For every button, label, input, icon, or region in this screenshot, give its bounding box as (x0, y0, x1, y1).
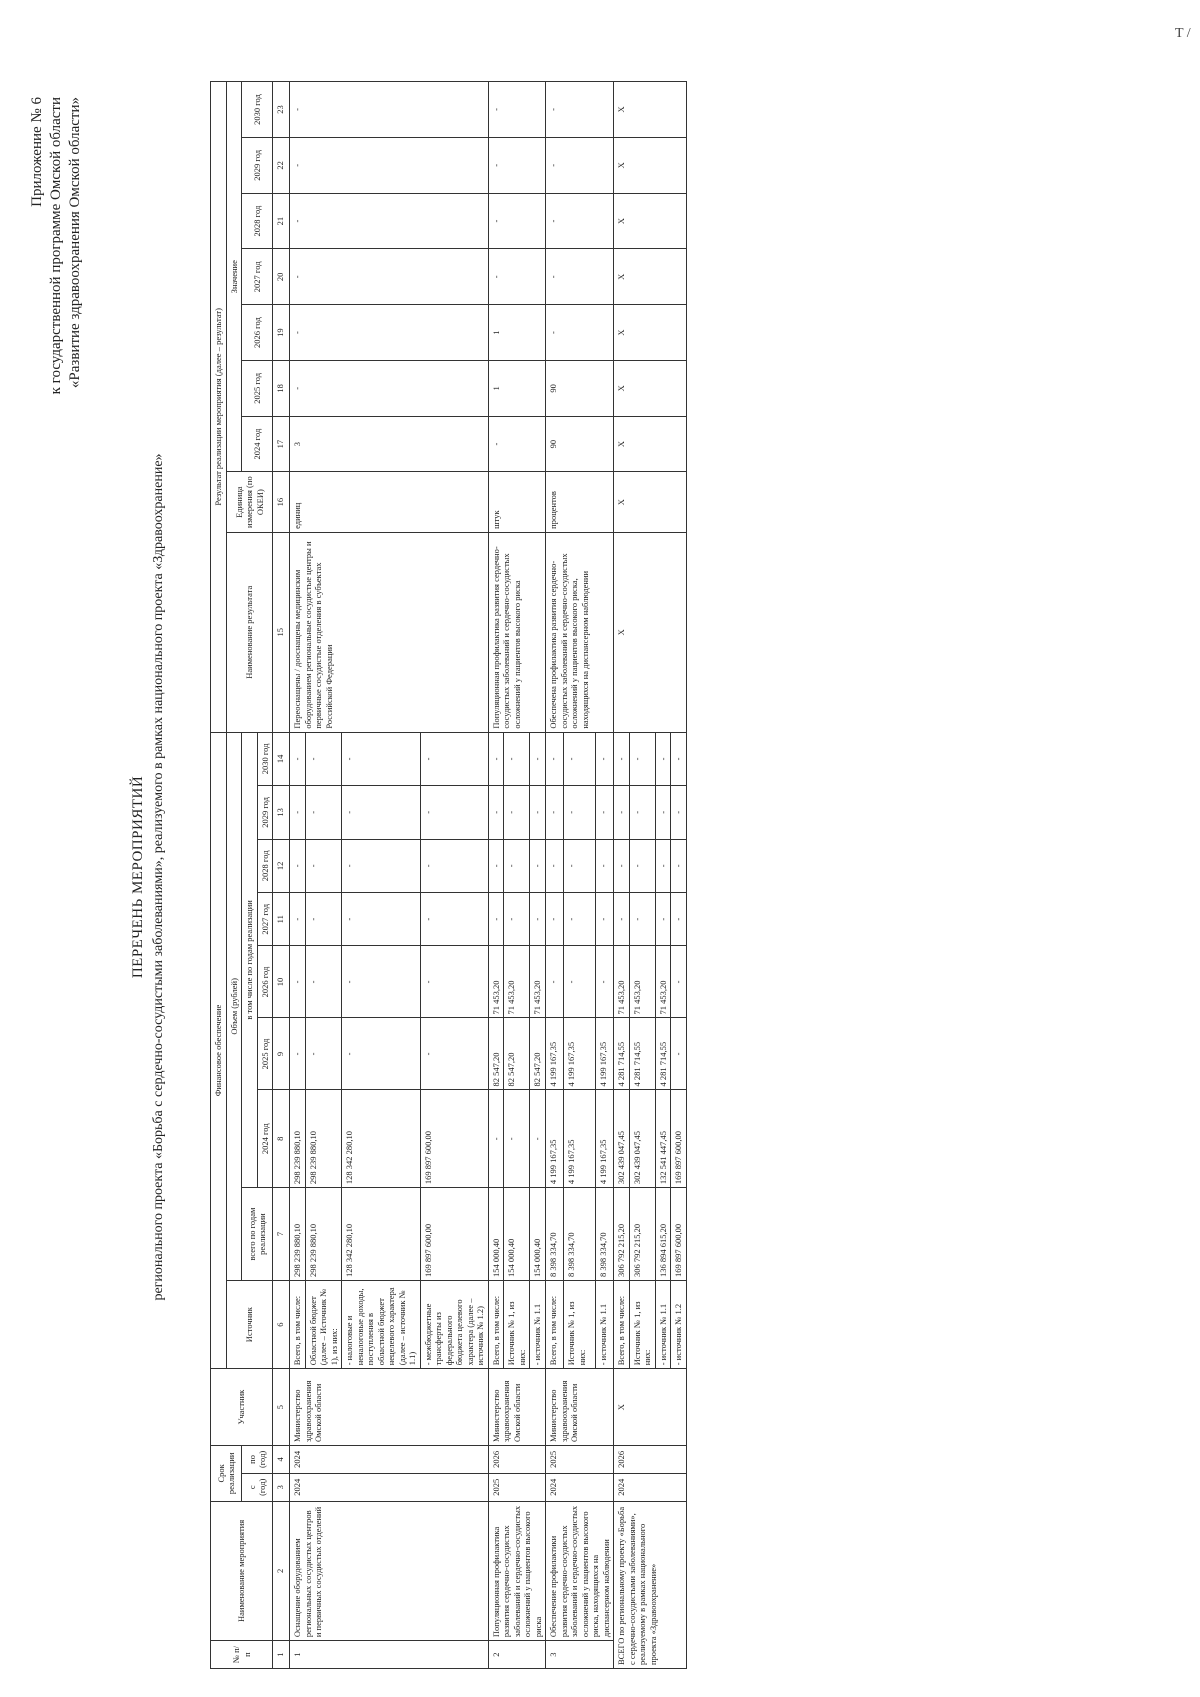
amount-2026: - (671, 946, 687, 1018)
amount-2028: - (420, 839, 488, 892)
header-total: всего по годам реализации (242, 1188, 273, 1281)
total-amount: 136 894 615,20 (655, 1188, 671, 1281)
value-2024: - (488, 416, 546, 472)
amount-2025: 82 547,20 (504, 1018, 530, 1090)
appendix-header (28, 97, 85, 394)
total-amount: 169 897 600,00 (671, 1188, 687, 1281)
value-2028: - (488, 193, 546, 249)
amount-2025: 4 281 714,55 (614, 1018, 630, 1090)
amount-2025: - (305, 1018, 342, 1090)
amount-2030: - (655, 732, 671, 785)
amount-2028: - (595, 839, 614, 892)
amount-2026: 71 453,20 (629, 946, 655, 1018)
value-2030: - (546, 82, 614, 138)
amount-2028: - (564, 839, 595, 892)
header-value-2025: 2025 год (242, 360, 273, 416)
result-name: Обеспечена профилактика развития сердечно-сосудистых заболеваний и сердечно-сосудистых осложнений у пациентов высокого риска, находящихся на диспансерном наблюдении (546, 532, 614, 732)
total-amount: 306 792 215,20 (614, 1188, 630, 1281)
total-amount: 154 000,40 (504, 1188, 530, 1281)
value-2026: 1 (488, 305, 546, 361)
amount-2026: 71 453,20 (488, 946, 504, 1018)
amount-2024: 169 897 600,00 (420, 1090, 488, 1188)
header-value-2030: 2030 год (242, 82, 273, 138)
source: Всего, в том числе: (488, 1281, 504, 1369)
term-to: 2025 (546, 1445, 614, 1473)
amount-2029: - (564, 786, 595, 839)
header-source: Источник (226, 1281, 273, 1369)
amount-2030: - (488, 732, 504, 785)
amount-2029: - (504, 786, 530, 839)
amount-2030: - (546, 732, 564, 785)
document-titles (130, 57, 167, 1697)
unit: процентов (546, 472, 614, 532)
column-number: 4 (273, 1445, 290, 1473)
total-amount: 154 000,40 (488, 1188, 504, 1281)
value-2030: X (614, 82, 687, 138)
amount-2027: - (671, 893, 687, 946)
amount-2027: - (488, 893, 504, 946)
table-row (290, 82, 306, 1669)
value-2025: - (290, 360, 489, 416)
measure-name: Оснащение оборудованием региональных сосудистых центров и первичных сосудистых отделений (290, 1501, 489, 1640)
total-label: ВСЕГО по региональному проекту «Борьба с сердечно-сосудистыми заболеваниями», реализуемому в рамках национального проекта «Здравоохранение» (614, 1501, 687, 1668)
total-amount: 128 342 280,10 (342, 1188, 421, 1281)
amount-2030: - (614, 732, 630, 785)
amount-2029: - (655, 786, 671, 839)
amount-2026: - (595, 946, 614, 1018)
measure-number: 3 (546, 1641, 614, 1669)
amount-2029: - (595, 786, 614, 839)
value-2027: - (488, 249, 546, 305)
term-from: 2024 (546, 1473, 614, 1501)
source: Источник № 1, из них: (504, 1281, 530, 1369)
total-amount: 8 398 334,70 (546, 1188, 564, 1281)
amount-2024: 298 239 880,10 (305, 1090, 342, 1188)
value-2025: 1 (488, 360, 546, 416)
header-by-years: в том числе по годам реализации (242, 732, 258, 1187)
header-volume: Объем (рублей) (226, 732, 242, 1280)
table-row (546, 82, 564, 1669)
total-amount: 8 398 334,70 (564, 1188, 595, 1281)
amount-2024: - (488, 1090, 504, 1188)
value-2026: - (290, 305, 489, 361)
amount-2029: - (671, 786, 687, 839)
amount-2028: - (504, 839, 530, 892)
amount-2024: - (504, 1090, 530, 1188)
term-to: 2026 (614, 1445, 687, 1473)
source: Всего, в том числе: (546, 1281, 564, 1369)
header-fin-2024: 2024 год (257, 1090, 273, 1188)
amount-2028: - (488, 839, 504, 892)
measure-name: Популяционная профилактика развития сердечно-сосудистых заболеваний и сердечно-сосудистых осложнений у пациентов высокого риска (488, 1501, 546, 1640)
page-mark: T / (1175, 26, 1191, 41)
amount-2027: - (504, 893, 530, 946)
amount-2028: - (305, 839, 342, 892)
amount-2024: 302 439 047,45 (614, 1090, 630, 1188)
amount-2024: 4 199 167,35 (546, 1090, 564, 1188)
amount-2026: 71 453,20 (530, 946, 546, 1018)
header-fin-2025: 2025 год (257, 1018, 273, 1090)
amount-2027: - (614, 893, 630, 946)
table-row (488, 82, 504, 1669)
amount-2026: - (564, 946, 595, 1018)
result-name: Переоснащены / дооснащены медицинским оборудованием региональные сосудистые центры и первичные сосудистые отделения в субъектах Российской Федерации (290, 532, 489, 732)
amount-2025: 4 199 167,35 (546, 1018, 564, 1090)
value-2027: - (546, 249, 614, 305)
header-fin-2028: 2028 год (257, 839, 273, 892)
value-2028: X (614, 193, 687, 249)
amount-2026: - (342, 946, 421, 1018)
value-2030: - (290, 82, 489, 138)
column-number: 17 (273, 416, 290, 472)
header-result-name: Наименование результата (226, 532, 273, 732)
column-number: 2 (273, 1501, 290, 1640)
amount-2027: - (530, 893, 546, 946)
amount-2027: - (564, 893, 595, 946)
result-name: X (614, 532, 687, 732)
amount-2029: - (488, 786, 504, 839)
total-amount: 306 792 215,20 (629, 1188, 655, 1281)
header-fin-2030: 2030 год (257, 732, 273, 785)
appendix-program: к государственной программе Омской области (48, 97, 64, 395)
header-value-2029: 2029 год (242, 137, 273, 193)
amount-2029: - (629, 786, 655, 839)
source: - налоговые и неналоговые доходы, поступления в областной бюджет нецелевого характера (далее – источник № 1.1) (342, 1281, 421, 1369)
amount-2029: - (530, 786, 546, 839)
amount-2025: - (420, 1018, 488, 1090)
source: - источник № 1.1 (530, 1281, 546, 1369)
column-number: 22 (273, 137, 290, 193)
column-number: 6 (273, 1281, 290, 1369)
amount-2024: 132 541 447,45 (655, 1090, 671, 1188)
amount-2029: - (420, 786, 488, 839)
amount-2030: - (290, 732, 306, 785)
column-number: 7 (273, 1188, 290, 1281)
total-amount: 298 239 880,10 (305, 1188, 342, 1281)
measure-number: 1 (290, 1641, 489, 1669)
amount-2028: - (629, 839, 655, 892)
measure-number: 2 (488, 1641, 546, 1669)
participant: Министерство здравоохранения Омской области (546, 1369, 614, 1446)
amount-2025: 82 547,20 (488, 1018, 504, 1090)
amount-2028: - (671, 839, 687, 892)
amount-2028: - (342, 839, 421, 892)
amount-2030: - (342, 732, 421, 785)
total-amount: 8 398 334,70 (595, 1188, 614, 1281)
column-number: 9 (273, 1018, 290, 1090)
value-2027: - (290, 249, 489, 305)
value-2027: X (614, 249, 687, 305)
amount-2026: - (305, 946, 342, 1018)
amount-2028: - (614, 839, 630, 892)
value-2028: - (546, 193, 614, 249)
source: - источник № 1.1 (655, 1281, 671, 1369)
amount-2029: - (342, 786, 421, 839)
amount-2024: 4 199 167,35 (595, 1090, 614, 1188)
amount-2029: - (546, 786, 564, 839)
header-unit: Единица измерения (по ОКЕИ) (226, 472, 273, 532)
amount-2026: - (290, 946, 306, 1018)
value-2025: 90 (546, 360, 614, 416)
source: Источник № 1, из них: (564, 1281, 595, 1369)
rotated-landscape-page (0, 57, 1160, 1697)
column-number: 3 (273, 1473, 290, 1501)
term-from: 2024 (290, 1473, 489, 1501)
column-number: 10 (273, 946, 290, 1018)
value-2028: - (290, 193, 489, 249)
header-term: Срок реализации (211, 1445, 242, 1501)
amount-2025: 4 281 714,55 (629, 1018, 655, 1090)
column-number: 5 (273, 1369, 290, 1446)
amount-2027: - (595, 893, 614, 946)
amount-2030: - (504, 732, 530, 785)
header-from: с (год) (242, 1473, 273, 1501)
column-number: 15 (273, 532, 290, 732)
source: Всего, в том числе: (614, 1281, 630, 1369)
column-number: 19 (273, 305, 290, 361)
column-number: 14 (273, 732, 290, 785)
value-2026: - (546, 305, 614, 361)
term-from: 2024 (614, 1473, 687, 1501)
amount-2028: - (290, 839, 306, 892)
amount-2025: 4 281 714,55 (655, 1018, 671, 1090)
amount-2024: 128 342 280,10 (342, 1090, 421, 1188)
header-name: Наименование мероприятия (211, 1501, 273, 1640)
amount-2026: - (420, 946, 488, 1018)
measure-name: Обеспечение профилактики развития сердечно-сосудистых заболеваний и сердечно-сосудистых осложнений у пациентов высокого риска, находящихся на диспансерном наблюдении (546, 1501, 614, 1640)
amount-2027: - (655, 893, 671, 946)
amount-2025: - (671, 1018, 687, 1090)
unit: штук (488, 472, 546, 532)
value-2025: X (614, 360, 687, 416)
value-2029: - (488, 137, 546, 193)
amount-2026: - (546, 946, 564, 1018)
document-subtitle: регионального проекта «Борьба с сердечно-сосудистыми заболеваниями», реализуемого в рамках национального проекта «Здравоохранение» (151, 453, 166, 1301)
header-value-2028: 2028 год (242, 193, 273, 249)
amount-2027: - (420, 893, 488, 946)
term-to: 2026 (488, 1445, 546, 1473)
measures-table (210, 81, 687, 1669)
column-number: 23 (273, 82, 290, 138)
header-fin-2026: 2026 год (257, 946, 273, 1018)
column-number: 8 (273, 1090, 290, 1188)
header-finance: Финансовое обеспечение (211, 732, 227, 1369)
column-number: 11 (273, 893, 290, 946)
amount-2028: - (655, 839, 671, 892)
participant: Министерство здравоохранения Омской области (290, 1369, 489, 1446)
value-2029: - (546, 137, 614, 193)
unit: X (614, 472, 687, 532)
source: Областной бюджет (далее – Источник № 1), из них: (305, 1281, 342, 1369)
amount-2025: 4 199 167,35 (595, 1018, 614, 1090)
appendix-program-name: «Развитие здравоохранения Омской области» (67, 97, 83, 389)
amount-2024: - (530, 1090, 546, 1188)
source: Источник № 1, из них: (629, 1281, 655, 1369)
amount-2027: - (290, 893, 306, 946)
source: - межбюджетные трансферты из федерального бюджета целевого характера (далее – источник № 1.2) (420, 1281, 488, 1369)
total-amount: 169 897 600,00 (420, 1188, 488, 1281)
amount-2024: 169 897 600,00 (671, 1090, 687, 1188)
header-value-2024: 2024 год (242, 416, 273, 472)
value-2026: X (614, 305, 687, 361)
amount-2024: 4 199 167,35 (564, 1090, 595, 1188)
value-2024: 90 (546, 416, 614, 472)
header-fin-2027: 2027 год (257, 893, 273, 946)
participant: Министерство здравоохранения Омской области (488, 1369, 546, 1446)
measures-table-wrap (210, 81, 687, 1669)
value-2029: X (614, 137, 687, 193)
amount-2027: - (546, 893, 564, 946)
column-number: 20 (273, 249, 290, 305)
column-number: 1 (273, 1641, 290, 1669)
amount-2030: - (305, 732, 342, 785)
header-value: Значение (226, 82, 242, 472)
column-number: 21 (273, 193, 290, 249)
result-name: Популяционная профилактика развития сердечно-сосудистых заболеваний и сердечно-сосудистых осложнений у пациентов высокого риска (488, 532, 546, 732)
amount-2030: - (671, 732, 687, 785)
total-amount: 298 239 880,10 (290, 1188, 306, 1281)
header-value-2026: 2026 год (242, 305, 273, 361)
amount-2024: 302 439 047,45 (629, 1090, 655, 1188)
amount-2025: - (342, 1018, 421, 1090)
total-amount: 154 000,40 (530, 1188, 546, 1281)
value-2024: X (614, 416, 687, 472)
value-2029: - (290, 137, 489, 193)
amount-2028: - (546, 839, 564, 892)
amount-2030: - (595, 732, 614, 785)
header-fin-2029: 2029 год (257, 786, 273, 839)
header-participant: Участник (211, 1369, 273, 1446)
amount-2029: - (305, 786, 342, 839)
document-title: ПЕРЕЧЕНЬ МЕРОПРИЯТИЙ (130, 775, 146, 979)
amount-2028: - (530, 839, 546, 892)
source: - источник № 1.1 (595, 1281, 614, 1369)
amount-2027: - (305, 893, 342, 946)
header-num: № п/п (211, 1641, 273, 1669)
amount-2025: - (290, 1018, 306, 1090)
amount-2029: - (614, 786, 630, 839)
header-value-2027: 2027 год (242, 249, 273, 305)
amount-2027: - (629, 893, 655, 946)
column-number: 18 (273, 360, 290, 416)
amount-2026: 71 453,20 (614, 946, 630, 1018)
participant: X (614, 1369, 687, 1446)
amount-2030: - (564, 732, 595, 785)
amount-2030: - (530, 732, 546, 785)
term-from: 2025 (488, 1473, 546, 1501)
amount-2026: 71 453,20 (504, 946, 530, 1018)
amount-2027: - (342, 893, 421, 946)
appendix-number: Приложение № 6 (29, 97, 45, 207)
column-number: 12 (273, 839, 290, 892)
header-to: по (год) (242, 1445, 273, 1473)
amount-2030: - (420, 732, 488, 785)
source: Всего, в том числе: (290, 1281, 306, 1369)
header-result: Результат реализации мероприятия (далее – результат) (211, 82, 227, 733)
amount-2024: 298 239 880,10 (290, 1090, 306, 1188)
value-2030: - (488, 82, 546, 138)
column-number: 13 (273, 786, 290, 839)
amount-2030: - (629, 732, 655, 785)
value-2024: 3 (290, 416, 489, 472)
term-to: 2024 (290, 1445, 489, 1473)
amount-2029: - (290, 786, 306, 839)
amount-2026: 71 453,20 (655, 946, 671, 1018)
table-row (614, 82, 630, 1669)
amount-2025: 4 199 167,35 (564, 1018, 595, 1090)
source: - источник № 1.2 (671, 1281, 687, 1369)
column-number: 16 (273, 472, 290, 532)
column-numbers-row (273, 82, 290, 1669)
unit: единиц (290, 472, 489, 532)
amount-2025: 82 547,20 (530, 1018, 546, 1090)
